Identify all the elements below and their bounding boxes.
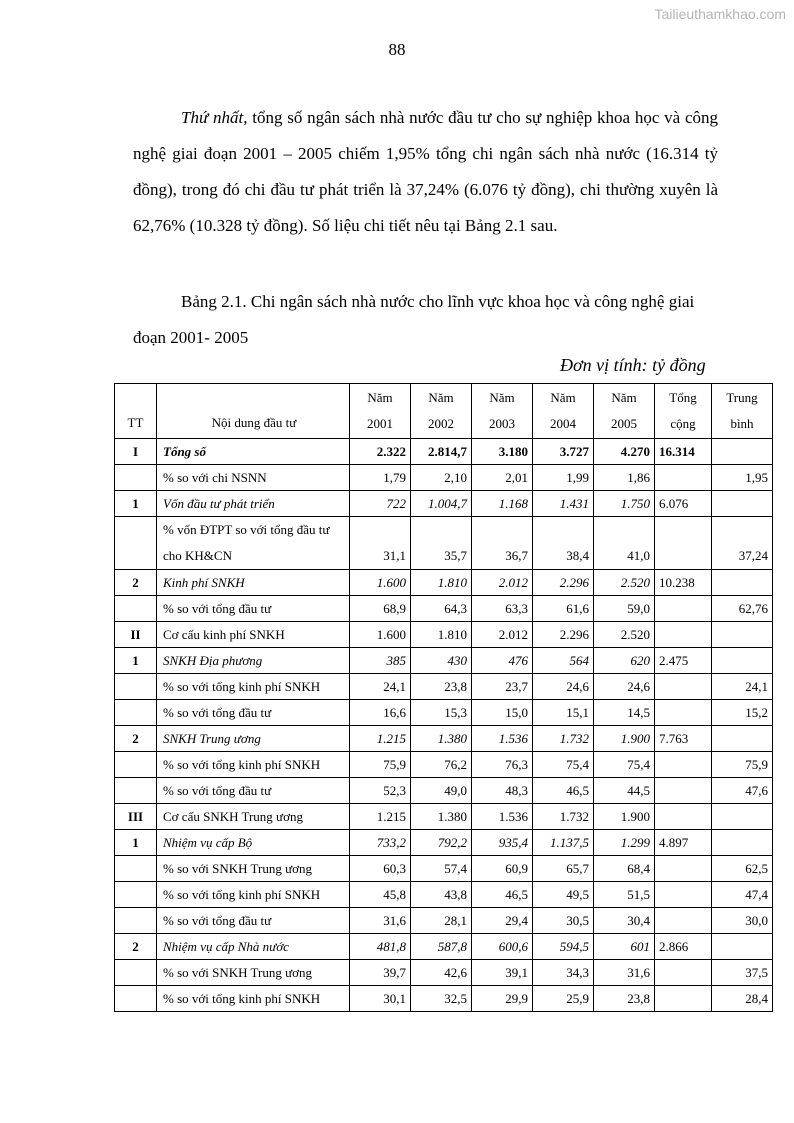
cell-year-2001: 385 (350, 648, 411, 674)
cell-year-2002: 42,6 (411, 960, 472, 986)
table-caption (133, 284, 718, 356)
paragraph-text: tổng số ngân sách nhà nước đầu tư cho sự nghiệp khoa học và công nghệ giai đoạn 2001 – 2005 chiếm 1,95% tổng chi ngân sách nhà nước (16.314 tỷ đồng), trong đó chi đầu tư phát triển là 37,24% (6.076 tỷ đồng), chi thường xuyên là 62,76% (10.328 tỷ đồng). Số liệu chi tiết nêu tại Bảng 2.1 sau. (133, 108, 718, 235)
cell-tt: 1 (115, 830, 157, 856)
cell-year-2002: 1.004,7 (411, 491, 472, 517)
table-row (115, 596, 773, 622)
budget-table (114, 383, 773, 1012)
cell-year-2003: 1.536 (472, 804, 533, 830)
cell-average (712, 622, 773, 648)
cell-total: 7.763 (655, 726, 712, 752)
cell-total: 2.475 (655, 648, 712, 674)
table-body (115, 439, 773, 1012)
header-tt: TT (115, 384, 157, 439)
cell-year-2002: 35,7 (411, 517, 472, 570)
cell-total (655, 908, 712, 934)
cell-content: Vốn đầu tư phát triển (157, 491, 350, 517)
cell-year-2003: 63,3 (472, 596, 533, 622)
header-total: Tổng cộng (655, 384, 712, 439)
watermark: Tailieuthamkhao.com (654, 6, 786, 22)
cell-tt: 2 (115, 726, 157, 752)
cell-total (655, 882, 712, 908)
cell-year-2003: 600,6 (472, 934, 533, 960)
cell-average: 62,76 (712, 596, 773, 622)
cell-content: % so với SNKH Trung ương (157, 960, 350, 986)
cell-year-2001: 1.600 (350, 622, 411, 648)
cell-content: Nhiệm vụ cấp Bộ (157, 830, 350, 856)
table-row (115, 778, 773, 804)
table-row (115, 491, 773, 517)
cell-year-2001: 481,8 (350, 934, 411, 960)
cell-year-2003: 935,4 (472, 830, 533, 856)
cell-year-2005: 41,0 (594, 517, 655, 570)
cell-total (655, 752, 712, 778)
cell-year-2005: 14,5 (594, 700, 655, 726)
cell-year-2003: 23,7 (472, 674, 533, 700)
cell-year-2001: 24,1 (350, 674, 411, 700)
cell-average: 28,4 (712, 986, 773, 1012)
cell-year-2005: 31,6 (594, 960, 655, 986)
cell-year-2003: 39,1 (472, 960, 533, 986)
cell-tt: I (115, 439, 157, 465)
cell-year-2001: 75,9 (350, 752, 411, 778)
cell-year-2003: 60,9 (472, 856, 533, 882)
table-row (115, 986, 773, 1012)
cell-year-2005: 1.750 (594, 491, 655, 517)
header-2002: Năm 2002 (411, 384, 472, 439)
cell-year-2004: 24,6 (533, 674, 594, 700)
cell-year-2005: 4.270 (594, 439, 655, 465)
cell-year-2004: 65,7 (533, 856, 594, 882)
cell-year-2001: 733,2 (350, 830, 411, 856)
cell-year-2005: 68,4 (594, 856, 655, 882)
table-header-row (115, 384, 773, 439)
cell-year-2001: 52,3 (350, 778, 411, 804)
cell-year-2005: 2.520 (594, 570, 655, 596)
cell-average (712, 726, 773, 752)
table-row (115, 648, 773, 674)
table-row (115, 752, 773, 778)
cell-total (655, 465, 712, 491)
cell-year-2003: 76,3 (472, 752, 533, 778)
cell-content: Nhiệm vụ cấp Nhà nước (157, 934, 350, 960)
table-row (115, 674, 773, 700)
paragraph-lead: Thứ nhất, (181, 108, 248, 127)
cell-year-2001: 68,9 (350, 596, 411, 622)
body-paragraph (133, 100, 718, 244)
cell-year-2005: 620 (594, 648, 655, 674)
cell-tt (115, 465, 157, 491)
cell-average: 15,2 (712, 700, 773, 726)
page-number: 88 (388, 40, 406, 59)
cell-year-2002: 28,1 (411, 908, 472, 934)
cell-year-2001: 30,1 (350, 986, 411, 1012)
cell-total (655, 622, 712, 648)
cell-content: Tổng số (157, 439, 350, 465)
cell-total (655, 986, 712, 1012)
cell-tt (115, 778, 157, 804)
header-content: Nội dung đầu tư (157, 384, 350, 439)
cell-year-2002: 430 (411, 648, 472, 674)
cell-average: 37,24 (712, 517, 773, 570)
cell-average (712, 648, 773, 674)
cell-content: SNKH Địa phương (157, 648, 350, 674)
cell-year-2004: 34,3 (533, 960, 594, 986)
cell-year-2004: 1.431 (533, 491, 594, 517)
cell-content: % so với tổng đầu tư (157, 596, 350, 622)
cell-year-2001: 31,1 (350, 517, 411, 570)
cell-tt: III (115, 804, 157, 830)
cell-year-2004: 1.732 (533, 726, 594, 752)
cell-year-2004: 75,4 (533, 752, 594, 778)
cell-average (712, 830, 773, 856)
table-row (115, 439, 773, 465)
cell-total (655, 856, 712, 882)
cell-average: 47,6 (712, 778, 773, 804)
cell-year-2001: 31,6 (350, 908, 411, 934)
cell-total (655, 517, 712, 570)
cell-content: % so với chi NSNN (157, 465, 350, 491)
cell-tt (115, 596, 157, 622)
cell-year-2003: 29,9 (472, 986, 533, 1012)
cell-year-2004: 1.732 (533, 804, 594, 830)
cell-total: 2.866 (655, 934, 712, 960)
cell-year-2002: 57,4 (411, 856, 472, 882)
table-row (115, 960, 773, 986)
cell-year-2003: 1.168 (472, 491, 533, 517)
cell-year-2003: 36,7 (472, 517, 533, 570)
cell-year-2004: 564 (533, 648, 594, 674)
table-row (115, 622, 773, 648)
table-row (115, 908, 773, 934)
cell-content: % so với tổng kinh phí SNKH (157, 674, 350, 700)
cell-average: 47,4 (712, 882, 773, 908)
cell-year-2003: 29,4 (472, 908, 533, 934)
cell-content: SNKH Trung ương (157, 726, 350, 752)
cell-content: Kinh phí SNKH (157, 570, 350, 596)
table-row (115, 570, 773, 596)
header-2005: Năm 2005 (594, 384, 655, 439)
cell-content: % so với tổng kinh phí SNKH (157, 752, 350, 778)
cell-year-2005: 75,4 (594, 752, 655, 778)
cell-tt (115, 960, 157, 986)
cell-average (712, 570, 773, 596)
cell-tt: 2 (115, 934, 157, 960)
cell-total (655, 596, 712, 622)
cell-year-2004: 30,5 (533, 908, 594, 934)
cell-average: 75,9 (712, 752, 773, 778)
cell-tt (115, 882, 157, 908)
cell-tt (115, 517, 157, 570)
cell-year-2001: 2.322 (350, 439, 411, 465)
cell-year-2003: 476 (472, 648, 533, 674)
cell-year-2002: 2,10 (411, 465, 472, 491)
cell-year-2001: 1,79 (350, 465, 411, 491)
cell-year-2002: 23,8 (411, 674, 472, 700)
cell-total (655, 804, 712, 830)
cell-content: % so với SNKH Trung ương (157, 856, 350, 882)
cell-year-2004: 46,5 (533, 778, 594, 804)
cell-year-2005: 59,0 (594, 596, 655, 622)
cell-year-2001: 16,6 (350, 700, 411, 726)
table-row (115, 804, 773, 830)
table-row (115, 830, 773, 856)
cell-average (712, 491, 773, 517)
cell-tt: 1 (115, 648, 157, 674)
cell-year-2005: 51,5 (594, 882, 655, 908)
cell-year-2004: 1,99 (533, 465, 594, 491)
cell-average: 1,95 (712, 465, 773, 491)
cell-year-2002: 76,2 (411, 752, 472, 778)
cell-year-2005: 1.900 (594, 804, 655, 830)
cell-total: 6.076 (655, 491, 712, 517)
table-row (115, 517, 773, 570)
cell-total (655, 778, 712, 804)
cell-content: Cơ cấu SNKH Trung ương (157, 804, 350, 830)
cell-tt: 2 (115, 570, 157, 596)
table-caption-text: Bảng 2.1. Chi ngân sách nhà nước cho lĩnh vực khoa học và công nghệ giai đoạn 2001- 2005 (133, 292, 695, 347)
table-row (115, 700, 773, 726)
cell-year-2004: 38,4 (533, 517, 594, 570)
cell-tt (115, 986, 157, 1012)
cell-year-2005: 601 (594, 934, 655, 960)
unit-label: Đơn vị tính: tỷ đồng (560, 355, 706, 375)
cell-year-2002: 1.380 (411, 726, 472, 752)
cell-total (655, 960, 712, 986)
cell-year-2005: 23,8 (594, 986, 655, 1012)
cell-year-2004: 2.296 (533, 570, 594, 596)
header-average: Trung bình (712, 384, 773, 439)
cell-content: Cơ cấu kinh phí SNKH (157, 622, 350, 648)
cell-year-2004: 61,6 (533, 596, 594, 622)
cell-content: % so với tổng kinh phí SNKH (157, 986, 350, 1012)
cell-average (712, 934, 773, 960)
cell-tt (115, 700, 157, 726)
cell-year-2005: 30,4 (594, 908, 655, 934)
cell-year-2002: 43,8 (411, 882, 472, 908)
cell-year-2001: 45,8 (350, 882, 411, 908)
cell-average (712, 804, 773, 830)
header-2003: Năm 2003 (472, 384, 533, 439)
cell-average (712, 439, 773, 465)
cell-year-2004: 3.727 (533, 439, 594, 465)
cell-year-2002: 49,0 (411, 778, 472, 804)
table-row (115, 726, 773, 752)
header-2001: Năm 2001 (350, 384, 411, 439)
cell-year-2003: 15,0 (472, 700, 533, 726)
cell-total: 16.314 (655, 439, 712, 465)
cell-year-2005: 44,5 (594, 778, 655, 804)
cell-year-2001: 722 (350, 491, 411, 517)
cell-tt: II (115, 622, 157, 648)
table-row (115, 856, 773, 882)
cell-content: % so với tổng đầu tư (157, 700, 350, 726)
cell-year-2002: 64,3 (411, 596, 472, 622)
cell-average: 30,0 (712, 908, 773, 934)
cell-year-2004: 2.296 (533, 622, 594, 648)
cell-year-2001: 1.600 (350, 570, 411, 596)
cell-year-2005: 1,86 (594, 465, 655, 491)
cell-year-2001: 60,3 (350, 856, 411, 882)
cell-content: % so với tổng đầu tư (157, 908, 350, 934)
cell-year-2002: 1.810 (411, 570, 472, 596)
cell-year-2002: 1.810 (411, 622, 472, 648)
cell-tt: 1 (115, 491, 157, 517)
cell-content: % so với tổng kinh phí SNKH (157, 882, 350, 908)
cell-year-2003: 3.180 (472, 439, 533, 465)
cell-year-2004: 15,1 (533, 700, 594, 726)
cell-year-2003: 2.012 (472, 570, 533, 596)
header-2004: Năm 2004 (533, 384, 594, 439)
cell-year-2002: 792,2 (411, 830, 472, 856)
cell-tt (115, 908, 157, 934)
cell-year-2001: 1.215 (350, 804, 411, 830)
cell-year-2004: 594,5 (533, 934, 594, 960)
cell-year-2004: 1.137,5 (533, 830, 594, 856)
table-row (115, 882, 773, 908)
cell-year-2001: 1.215 (350, 726, 411, 752)
cell-year-2005: 2.520 (594, 622, 655, 648)
cell-average: 62,5 (712, 856, 773, 882)
cell-year-2002: 32,5 (411, 986, 472, 1012)
cell-year-2005: 24,6 (594, 674, 655, 700)
cell-average: 37,5 (712, 960, 773, 986)
cell-total (655, 700, 712, 726)
cell-average: 24,1 (712, 674, 773, 700)
cell-tt (115, 674, 157, 700)
cell-tt (115, 752, 157, 778)
table-row (115, 465, 773, 491)
cell-year-2005: 1.299 (594, 830, 655, 856)
cell-year-2005: 1.900 (594, 726, 655, 752)
cell-year-2003: 1.536 (472, 726, 533, 752)
cell-year-2004: 25,9 (533, 986, 594, 1012)
cell-total: 4.897 (655, 830, 712, 856)
cell-year-2003: 46,5 (472, 882, 533, 908)
cell-year-2002: 2.814,7 (411, 439, 472, 465)
cell-year-2004: 49,5 (533, 882, 594, 908)
cell-content: % vốn ĐTPT so với tổng đầu tư cho KH&CN (157, 517, 350, 570)
cell-total: 10.238 (655, 570, 712, 596)
cell-year-2002: 1.380 (411, 804, 472, 830)
cell-year-2003: 2,01 (472, 465, 533, 491)
cell-year-2002: 15,3 (411, 700, 472, 726)
cell-tt (115, 856, 157, 882)
cell-year-2001: 39,7 (350, 960, 411, 986)
cell-year-2003: 48,3 (472, 778, 533, 804)
table-row (115, 934, 773, 960)
cell-total (655, 674, 712, 700)
cell-content: % so với tổng đầu tư (157, 778, 350, 804)
cell-year-2002: 587,8 (411, 934, 472, 960)
cell-year-2003: 2.012 (472, 622, 533, 648)
